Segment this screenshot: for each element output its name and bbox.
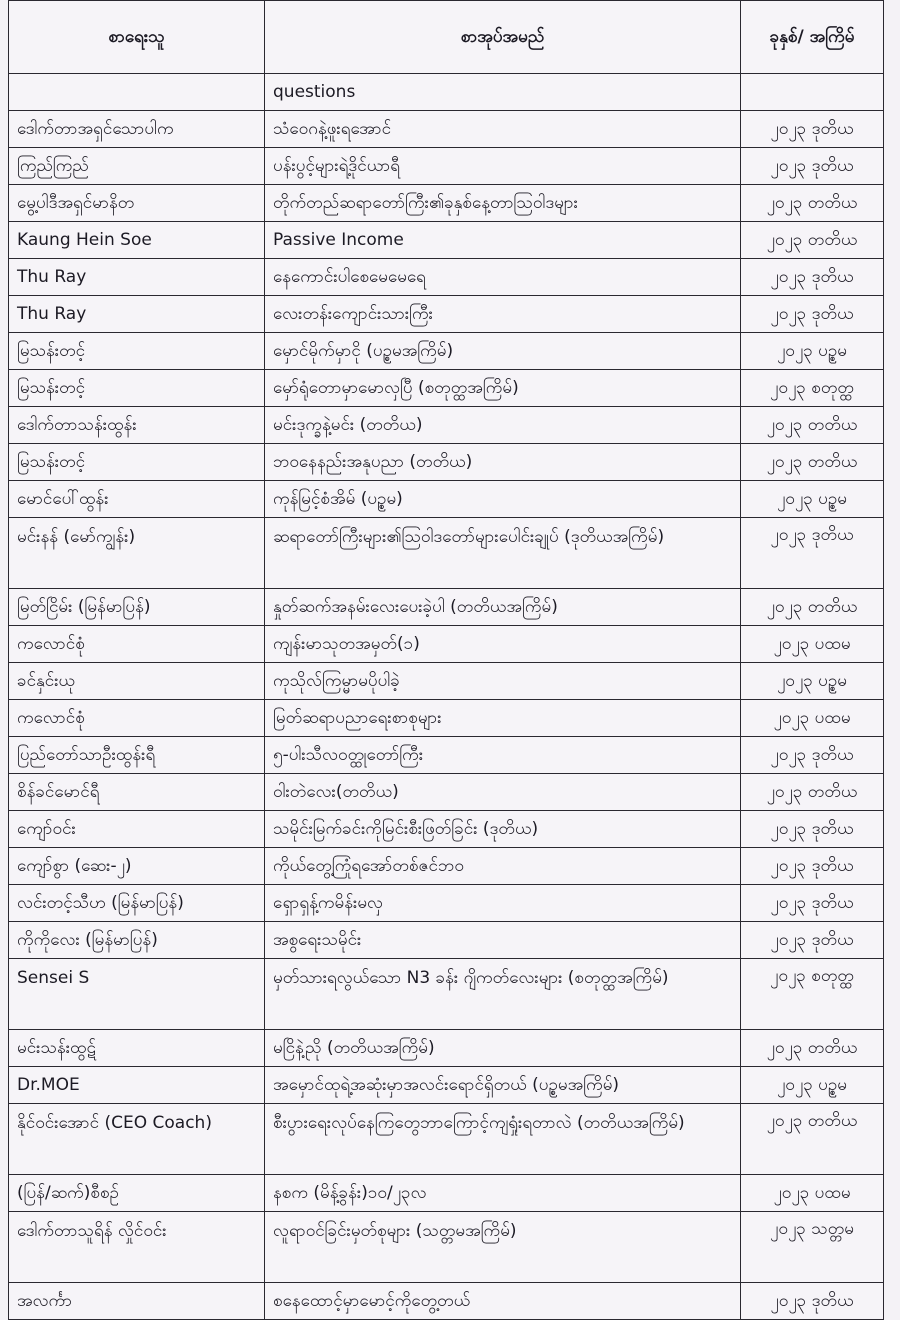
- edition-cell: ၂၀၂၃ ဒုတိယ: [741, 111, 884, 148]
- author-cell: မြသန်းတင့်: [9, 444, 265, 481]
- title-cell: စီးပွားရေးလုပ်နေကြတွေဘာကြောင့်ကျရှုံးရတာလဲ (တတိယအကြိမ်): [265, 1104, 741, 1175]
- title-cell: ကျန်းမာသုတအမှတ်(၁): [265, 626, 741, 663]
- title-cell: ကုသိုလ်ကြမ္မာမပိုပါခဲ့: [265, 663, 741, 700]
- edition-cell: ၂၀၂၃ ပဉ္စမ: [741, 481, 884, 518]
- author-cell: မြတ်ငြိမ်း (မြန်မာပြန်): [9, 589, 265, 626]
- table-row: [9, 296, 884, 333]
- author-cell: အလင်္ကာ: [9, 1283, 265, 1320]
- header-title: စာအုပ်အမည်: [265, 1, 741, 74]
- edition-cell: ၂၀၂၃ တတိယ: [741, 185, 884, 222]
- table-row: [9, 737, 884, 774]
- table-row: [9, 185, 884, 222]
- table-row: [9, 885, 884, 922]
- title-cell: ရှောရှန့်ကမိန်းမလှ: [265, 885, 741, 922]
- edition-cell: ၂၀၂၃ ဒုတိယ: [741, 296, 884, 333]
- table-row: [9, 774, 884, 811]
- edition-cell: ၂၀၂၃ တတိယ: [741, 407, 884, 444]
- edition-cell: ၂၀၂၃ ဒုတိယ: [741, 148, 884, 185]
- edition-cell: ၂၀၂၃ တတိယ: [741, 222, 884, 259]
- title-cell: မှော်ရုံတောမှာမောလှပြီ (စတုတ္ထအကြိမ်): [265, 370, 741, 407]
- author-cell: ကျော်စွာ (ဆေး-၂): [9, 848, 265, 885]
- title-cell: သံဝေဂနဲ့ဖူးရအောင်: [265, 111, 741, 148]
- author-cell: မွေ့ပါဒီအရှင်မာနိတ: [9, 185, 265, 222]
- edition-cell: ၂၀၂၃ တတိယ: [741, 1104, 884, 1175]
- title-cell: မင်းဒုက္ခနဲ့မင်း (တတိယ): [265, 407, 741, 444]
- author-cell: နိုင်ဝင်းအောင် (CEO Coach): [9, 1104, 265, 1175]
- table-row: [9, 922, 884, 959]
- title-cell: နစက (မိန့်ခွန်း)၁၀/၂၃လ: [265, 1175, 741, 1212]
- author-cell: Kaung Hein Soe: [9, 222, 265, 259]
- table-row: [9, 148, 884, 185]
- title-cell: အမှောင်ထုရဲ့အဆုံးမှာအလင်းရောင်ရှိတယ် (ပဉ္စမအကြိမ်): [265, 1067, 741, 1104]
- table-row: [9, 700, 884, 737]
- edition-cell: ၂၀၂၃ ဒုတိယ: [741, 922, 884, 959]
- author-cell: Thu Ray: [9, 296, 265, 333]
- title-cell: ပန်းပွင့်များရဲ့ဒိုင်ယာရီ: [265, 148, 741, 185]
- table-row: [9, 626, 884, 663]
- title-cell: မှောင်မိုက်မှာငို (ပဉ္စမအကြိမ်): [265, 333, 741, 370]
- title-cell: စနေထောင့်မှာမောင့်ကိုတွေ့တယ်: [265, 1283, 741, 1320]
- author-cell: ကလောင်စုံ: [9, 700, 265, 737]
- author-cell: Thu Ray: [9, 259, 265, 296]
- edition-cell: ၂၀၂၃ ဒုတိယ: [741, 811, 884, 848]
- author-cell: [9, 74, 265, 111]
- table-header-row: [9, 1, 884, 74]
- title-cell: နေကောင်းပါစေမေမေရေ: [265, 259, 741, 296]
- author-cell: ဒေါက်တာအရှင်သောပါက: [9, 111, 265, 148]
- header-author: စာရေးသူ: [9, 1, 265, 74]
- edition-cell: ၂၀၂၃ တတိယ: [741, 444, 884, 481]
- edition-cell: ၂၀၂၃ စတုတ္ထ: [741, 959, 884, 1030]
- author-cell: ကိုကိုလေး (မြန်မာပြန်): [9, 922, 265, 959]
- table-row: [9, 1175, 884, 1212]
- edition-cell: ၂၀၂၃ ဒုတိယ: [741, 848, 884, 885]
- edition-cell: ၂၀၂၃ ပဉ္စမ: [741, 1067, 884, 1104]
- author-cell: မြသန်းတင့်: [9, 370, 265, 407]
- table-row: [9, 481, 884, 518]
- author-cell: Dr.MOE: [9, 1067, 265, 1104]
- title-cell: မငြိနဲ့ညို (တတိယအကြိမ်): [265, 1030, 741, 1067]
- author-cell: ဒေါက်တာသူရိန် လှိုင်ဝင်း: [9, 1212, 265, 1283]
- edition-cell: [741, 74, 884, 111]
- author-cell: မင်းနန် (မော်ကျွန်း): [9, 518, 265, 589]
- edition-cell: ၂၀၂၃ ပဉ္စမ: [741, 333, 884, 370]
- table-row: [9, 589, 884, 626]
- edition-cell: ၂၀၂၃ ဒုတိယ: [741, 1283, 884, 1320]
- author-cell: ကလောင်စုံ: [9, 626, 265, 663]
- table-row: [9, 444, 884, 481]
- author-cell: ခင်နှင်းယု: [9, 663, 265, 700]
- edition-cell: ၂၀၂၃ ပထမ: [741, 626, 884, 663]
- table-row: [9, 74, 884, 111]
- table-row: [9, 222, 884, 259]
- title-cell: ၅-ပါးသီလဝတ္ထုတော်ကြီး: [265, 737, 741, 774]
- book-catalog-table: [8, 0, 884, 1320]
- title-cell: ကုန်မြင့်စံအိမ် (ပဉ္စမ): [265, 481, 741, 518]
- table-row: [9, 811, 884, 848]
- edition-cell: ၂၀၂၃ တတိယ: [741, 1030, 884, 1067]
- title-cell: တိုက်တည်ဆရာတော်ကြီး၏ခုနှစ်နေ့တာဩဝါဒများ: [265, 185, 741, 222]
- table-row: [9, 111, 884, 148]
- table-row: [9, 370, 884, 407]
- edition-cell: ၂၀၂၃ ပဉ္စမ: [741, 663, 884, 700]
- table-row: [9, 259, 884, 296]
- edition-cell: ၂၀၂၃ ဒုတိယ: [741, 518, 884, 589]
- table-body: [9, 74, 884, 1320]
- edition-cell: ၂၀၂၃ ပထမ: [741, 700, 884, 737]
- title-cell: အစွရေးသမိုင်း: [265, 922, 741, 959]
- author-cell: ဒေါက်တာသန်းထွန်း: [9, 407, 265, 444]
- title-cell: မြတ်ဆရာပညာရေးစာစုများ: [265, 700, 741, 737]
- edition-cell: ၂၀၂၃ စတုတ္ထ: [741, 370, 884, 407]
- table-row: [9, 1212, 884, 1283]
- edition-cell: ၂၀၂၃ သတ္တမ: [741, 1212, 884, 1283]
- author-cell: (ပြန်/ဆက်)စီစဉ်: [9, 1175, 265, 1212]
- author-cell: မြသန်းတင့်: [9, 333, 265, 370]
- edition-cell: ၂၀၂၃ တတိယ: [741, 774, 884, 811]
- author-cell: လင်းတင့်သီဟ (မြန်မာပြန်): [9, 885, 265, 922]
- title-cell: ဘဝနေနည်းအနုပညာ (တတိယ): [265, 444, 741, 481]
- author-cell: ကျော်ဝင်း: [9, 811, 265, 848]
- edition-cell: ၂၀၂၃ ဒုတိယ: [741, 259, 884, 296]
- title-cell: လေးတန်းကျောင်းသားကြီး: [265, 296, 741, 333]
- author-cell: မောင်ပေါ်ထွန်း: [9, 481, 265, 518]
- title-cell: မှတ်သားရလွယ်သော N3 ခန်း ဂျိကတ်လေးများ (စတုတ္ထအကြိမ်): [265, 959, 741, 1030]
- edition-cell: ၂၀၂၃ တတိယ: [741, 589, 884, 626]
- title-cell: နှုတ်ဆက်အနမ်းလေးပေးခဲ့ပါ (တတိယအကြိမ်): [265, 589, 741, 626]
- title-cell: ကိုယ်တွေ့ကြုံရအော်တစ်ဇင်ဘဝ: [265, 848, 741, 885]
- title-cell: Passive Income: [265, 222, 741, 259]
- table-row: [9, 959, 884, 1030]
- header-edition: ခုနှစ်/ အကြိမ်: [741, 1, 884, 74]
- author-cell: Sensei S: [9, 959, 265, 1030]
- table-row: [9, 1067, 884, 1104]
- edition-cell: ၂၀၂၃ ပထမ: [741, 1175, 884, 1212]
- title-cell: ဝါးတဲလေး(တတိယ): [265, 774, 741, 811]
- title-cell: လူရာဝင်ခြင်းမှတ်စုများ (သတ္တမအကြိမ်): [265, 1212, 741, 1283]
- edition-cell: ၂၀၂၃ ဒုတိယ: [741, 885, 884, 922]
- table-row: [9, 663, 884, 700]
- table-row: [9, 407, 884, 444]
- author-cell: မင်းသန်းထွဋ်: [9, 1030, 265, 1067]
- table-row: [9, 1030, 884, 1067]
- edition-cell: ၂၀၂၃ ဒုတိယ: [741, 737, 884, 774]
- table-row: [9, 848, 884, 885]
- author-cell: စိန်ခင်မောင်ရီ: [9, 774, 265, 811]
- title-cell: ဆရာတော်ကြီးများ၏ဩဝါဒတော်များပေါင်းချုပ် (ဒုတိယအကြိမ်): [265, 518, 741, 589]
- author-cell: ကြည်ကြည်: [9, 148, 265, 185]
- table-row: [9, 518, 884, 589]
- title-cell: သမိုင်းမြက်ခင်းကိုမြင်းစီးဖြတ်ခြင်း (ဒုတိယ): [265, 811, 741, 848]
- table-row: [9, 1283, 884, 1320]
- table-row: [9, 1104, 884, 1175]
- table-row: [9, 333, 884, 370]
- title-cell: questions: [265, 74, 741, 111]
- author-cell: ပြည်တော်သာဦးထွန်းရီ: [9, 737, 265, 774]
